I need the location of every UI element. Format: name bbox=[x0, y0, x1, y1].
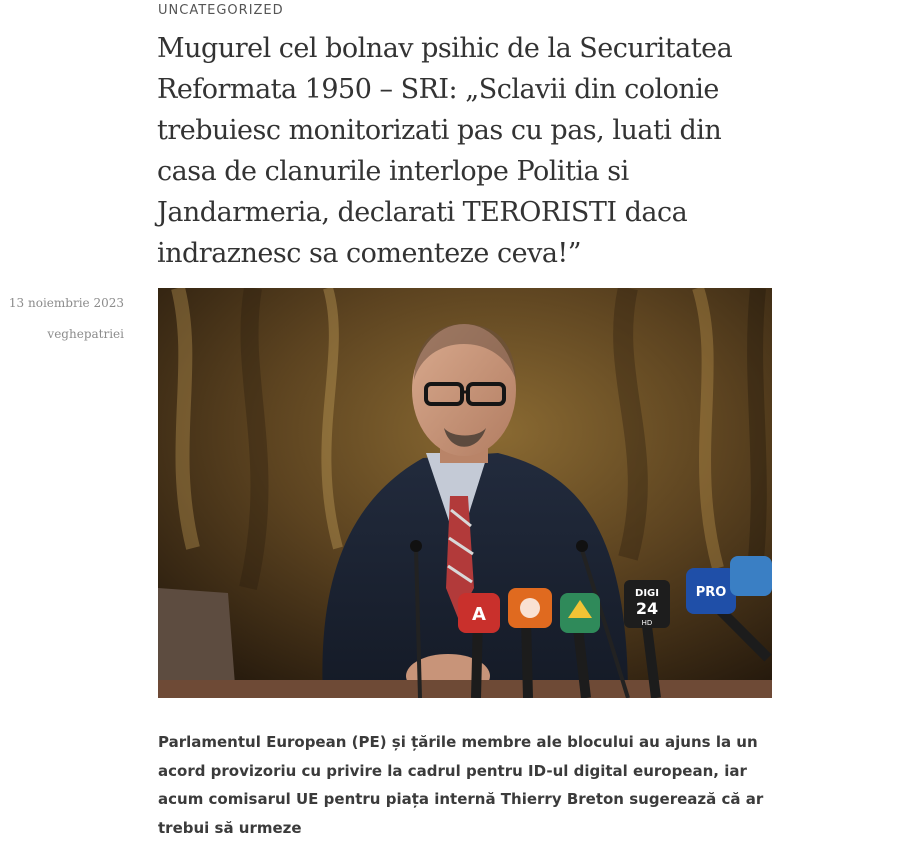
digi24-mic-label-hd: HD bbox=[641, 619, 653, 627]
antena-mic-label: A bbox=[472, 604, 486, 625]
post-excerpt: Parlamentul European (PE) și țările membre ale blocului au ajuns la un acord provizoriu cu privire la cadrul pentru ID-ul digital european, iar acum comisarul UE pentru piața internă Thierry Breton sugerează că ar trebui să urmeze bbox=[158, 733, 764, 837]
featured-image bbox=[158, 288, 772, 698]
protv-mic-label: PRO bbox=[695, 585, 727, 600]
post-title: Mugurel cel bolnav psihic de la Securitatea Reformata 1950 – SRI: „Sclavii din colonie trebuiesc monitorizati pas cu pas, luati din casa de clanurile interlope Politia si Jandarmeria, declarati TERORISTI daca indraznesc sa comenteze ceva!” bbox=[157, 33, 733, 269]
digi24-mic-label-number: 24 bbox=[635, 599, 659, 618]
digi24-mic-label-top: DIGI bbox=[635, 588, 659, 599]
post-author-link[interactable]: veghepatriei bbox=[47, 327, 124, 341]
post-category-link[interactable]: UNCATEGORIZED bbox=[158, 3, 284, 18]
post-date[interactable]: 13 noiembrie 2023 bbox=[8, 296, 124, 310]
